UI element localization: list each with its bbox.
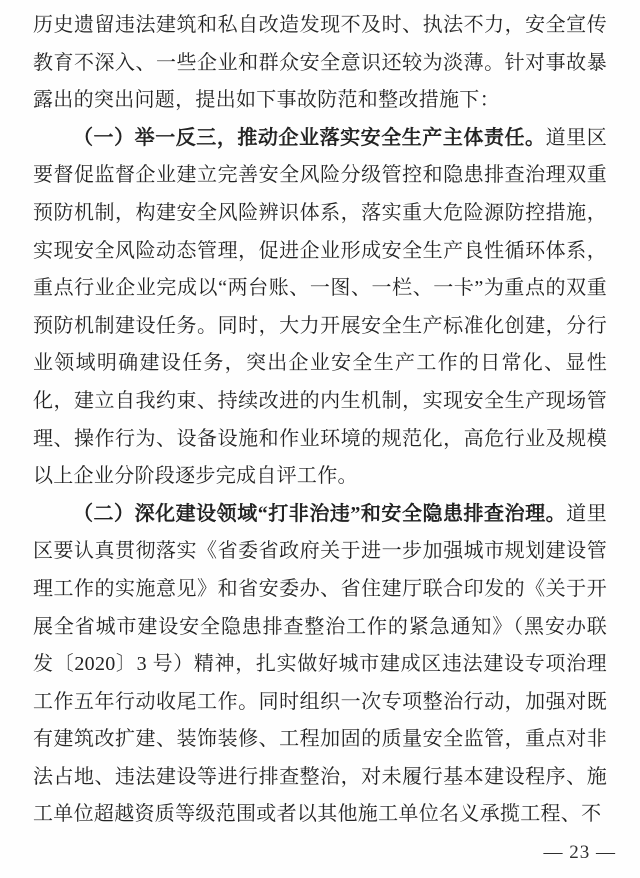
body-text-run: 历史遗留违法建筑和私自改造发现不及时、执法不力，安全宣传教育不深入、一些企业和群众安全意识还较为淡薄。针对事故暴露出的突出问题，提出如下事故防范和整改措施下： — [33, 14, 607, 112]
section-1-heading: （一）举一反三，推动企业落实安全生产主体责任。 — [73, 126, 546, 149]
page-content — [33, 7, 607, 834]
body-text-run: 道里区要督促监督企业建立完善安全风险分级管控和隐患排查治理双重预防机制，构建安全风险辨识体系，落实重大危险源防控措施，实现安全风险动态管理，促进企业形成安全生产良性循环体系，重点行业企业完成以“两台账、一图、一栏、一卡”为重点的双重预防机制建设任务。同时，大力开展安全生产标准化创建，分行业领域明确建设任务，突出企业安全生产工作的日常化、显性化，建立自我约束、持续改进的内生机制，实现安全生产现场管理、操作行为、设备设施和作业环境的规范化，高危行业及规模以上企业分阶段逐步完成自评工作。 — [33, 126, 607, 488]
paragraph-continuation — [33, 7, 607, 120]
paragraph-section-2 — [33, 496, 607, 834]
paragraph-section-1 — [33, 120, 607, 496]
body-text-run: 道里区要认真贯彻落实《省委省政府关于进一步加强城市规划建设管理工作的实施意见》和省安委办、省住建厅联合印发的《关于开展全省城市建设安全隐患排查整治工作的紧急通知》（黑安办联发〔2020〕3 号）精神，扎实做好城市建成区违法建设专项治理工作五年行动收尾工作。同时组织一次专项整治行动，加强对既有建筑改扩建、装饰装修、工程加固的质量安全监管，重点对非法占地、违法建设等进行排查整治，对未履行基本建设程序、施工单位超越资质等级范围或者以其他施工单位名义承揽工程、不 — [33, 502, 607, 826]
page-number: — 23 — — [543, 842, 616, 863]
section-2-heading: （二）深化建设领域“打非治违”和安全隐患排查治理。 — [73, 502, 567, 525]
